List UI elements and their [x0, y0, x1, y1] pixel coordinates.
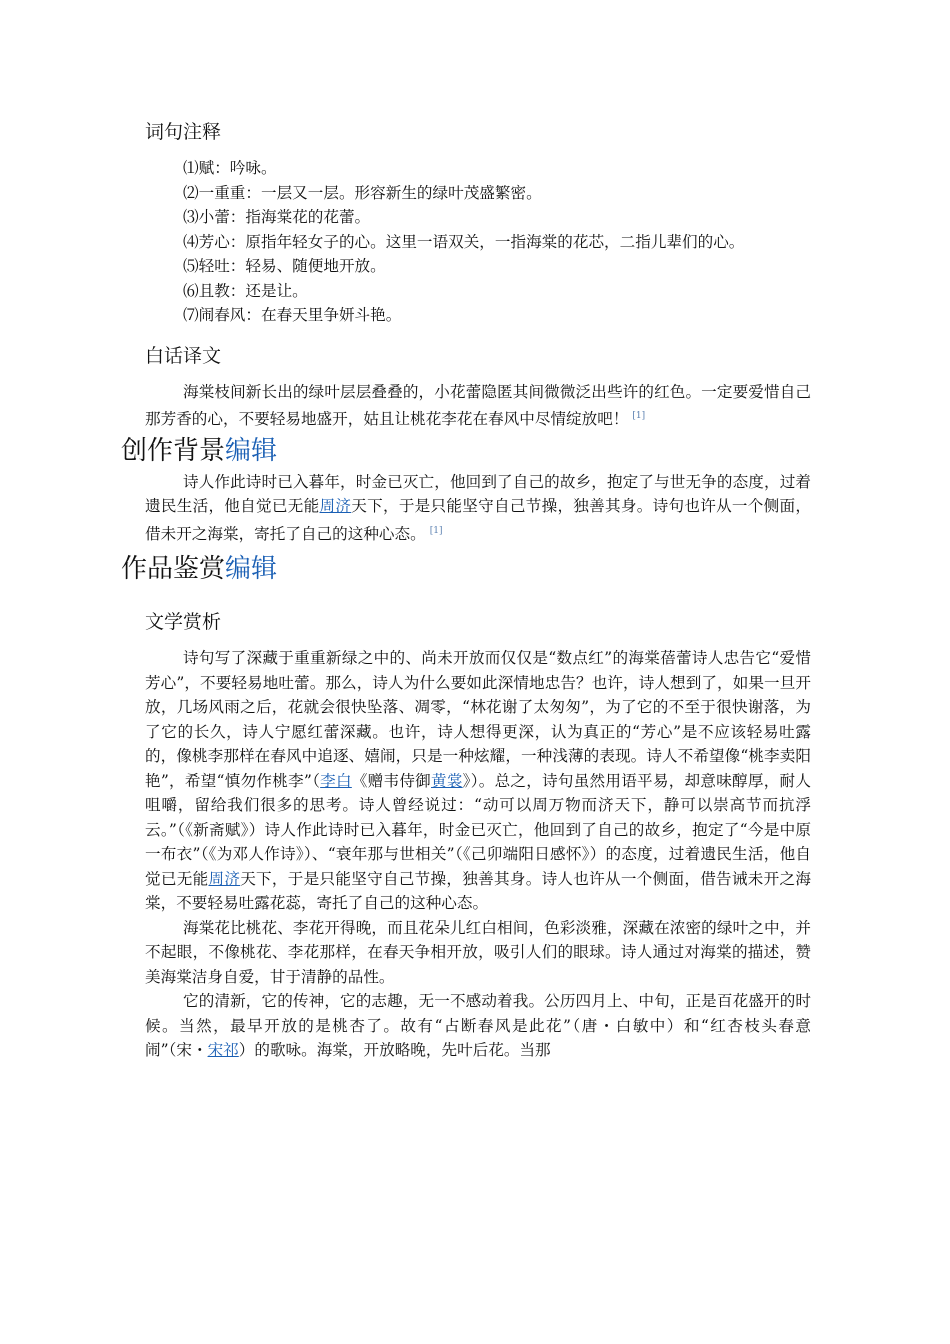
edit-link[interactable]: 编辑 [225, 435, 278, 466]
appreciation-title: 作品鉴赏 [121, 554, 226, 585]
annotation-item: ⑷芳心：原指年轻女子的心。这里一语双关，一指海棠的花芯，二指儿辈们的心。 [183, 232, 745, 251]
annotations-heading: 词句注释 [145, 121, 222, 143]
annotations-list [145, 156, 811, 328]
annotation-item: ⑴赋：吟咏。 [183, 159, 277, 177]
edit-link[interactable]: 编辑 [225, 554, 278, 585]
appreciation-text: 》）。总之，诗句虽然用语平易，却意味醇厚，耐人咀嚼，留给我们很多的思考。诗人曾经说过：“动可以周万物而济天下，静可以崇高节而抗浮云。”（《新斋赋》）诗人作此诗时已入暮年，时金已灭亡，他回到了自己的故乡，抱定了“今是中原一布衣”（《为邓人作诗》）、“衰年那与世相关”（《己卯端阳日感怀》）的态度，过着遗民生活，他自觉已无能 [145, 771, 811, 888]
translation-heading: 白话译文 [145, 344, 222, 367]
background-text: 诗人作此诗时已入暮年，时金已灭亡，他回到了自己的故乡，抱定了与世无争的态度，过着遗民生活，他自觉已无能 [145, 472, 811, 516]
annotation-item: ⑵一重重：一层又一层。形容新生的绿叶茂盛繁密。 [183, 183, 542, 202]
appreciation-paragraph-2: 海棠花比桃花、李花开得晚，而且花朵儿红白相间，色彩淡雅，深藏在浓密的绿叶之中，并不起眼，不像桃花、李花那样，在春天争相开放，吸引人们的眼球。诗人通过对海棠的描述，赞美海棠洁身自爱，甘于清静的品性。 [145, 918, 811, 986]
annotation-item: ⑹且教：还是让。 [183, 281, 308, 300]
appreciation-heading [121, 550, 811, 588]
translation-paragraph [145, 380, 811, 432]
appreciation-text: 它的清新，它的传神，它的志趣，无一不感动着我。公历四月上、中旬，正是百花盛开的时候。当然，最早开放的是桃杏了。故有“占断春风是此花”（唐・白敏中）和“红杏枝头春意闹”（宋・ [145, 992, 811, 1060]
document-content [121, 118, 811, 1063]
annotation-item: ⑶小蕾：指海棠花的花蕾。 [183, 208, 371, 226]
annotation-item: ⑸轻吐：轻易、随便地开放。 [183, 257, 386, 275]
background-heading [121, 432, 811, 470]
translation-text: 海棠枝间新长出的绿叶层层叠叠的，小花蕾隐匿其间微微泛出些许的红色。一定要爱惜自己那芳香的心，不要轻易地盛开，姑且让桃花李花在春风中尽情绽放吧！ [145, 382, 811, 429]
background-paragraph [145, 470, 811, 547]
huangshang-link[interactable]: 黄裳 [431, 771, 463, 790]
reference-marker[interactable]: [1] [429, 525, 443, 536]
background-title: 创作背景 [121, 435, 226, 466]
appreciation-text: 诗句写了深藏于重重新绿之中的、尚未开放而仅仅是“数点红”的海棠蓓蕾诗人忠告它“爱惜芳心”，不要轻易地吐蕾。那么，诗人为什么要如此深情地忠告？也许，诗人想到了，如果一旦开放，几场风雨之后，花就会很快坠落、凋零，“林花谢了太匆匆”，为了它的不至于很快谢落，为了它的长久，诗人宁愿红蕾深藏。也许，诗人想得更深，认为真正的“芳心”是不应该轻易吐露的，像桃李那样在春风中追逐、嬉闹，只是一种炫耀，一种浅薄的表现。诗人不希望像“桃李卖阳艳”，希望“慎勿作桃李”（ [145, 649, 811, 790]
literary-appreciation-heading: 文学赏析 [145, 611, 222, 634]
songqi-link[interactable]: 宋祁 [207, 1041, 239, 1060]
appreciation-paragraph-1 [145, 646, 811, 916]
zhouji-link[interactable]: 周济 [319, 497, 352, 516]
appreciation-text: 天下，于是只能坚守自己节操，独善其身。诗人也许从一个侧面，借告诫未开之海棠，不要轻易吐露花蕊，寄托了自己的这种心态。 [145, 869, 811, 913]
reference-marker[interactable]: [1] [632, 411, 646, 421]
appreciation-text: 《赠韦侍御 [351, 771, 431, 790]
appreciation-paragraph-3 [145, 989, 811, 1063]
zhouji-link[interactable]: 周济 [208, 869, 241, 888]
libai-link[interactable]: 李白 [320, 771, 352, 790]
background-text: 天下，于是只能坚守自己节操，独善其身。诗句也许从一个侧面，借未开之海棠，寄托了自己的这种心态。 [145, 497, 811, 543]
annotation-item: ⑺闹春风：在春天里争妍斗艳。 [183, 306, 402, 324]
appreciation-text: ）的歌咏。海棠，开放略晚，先叶后花。当那 [238, 1041, 551, 1060]
